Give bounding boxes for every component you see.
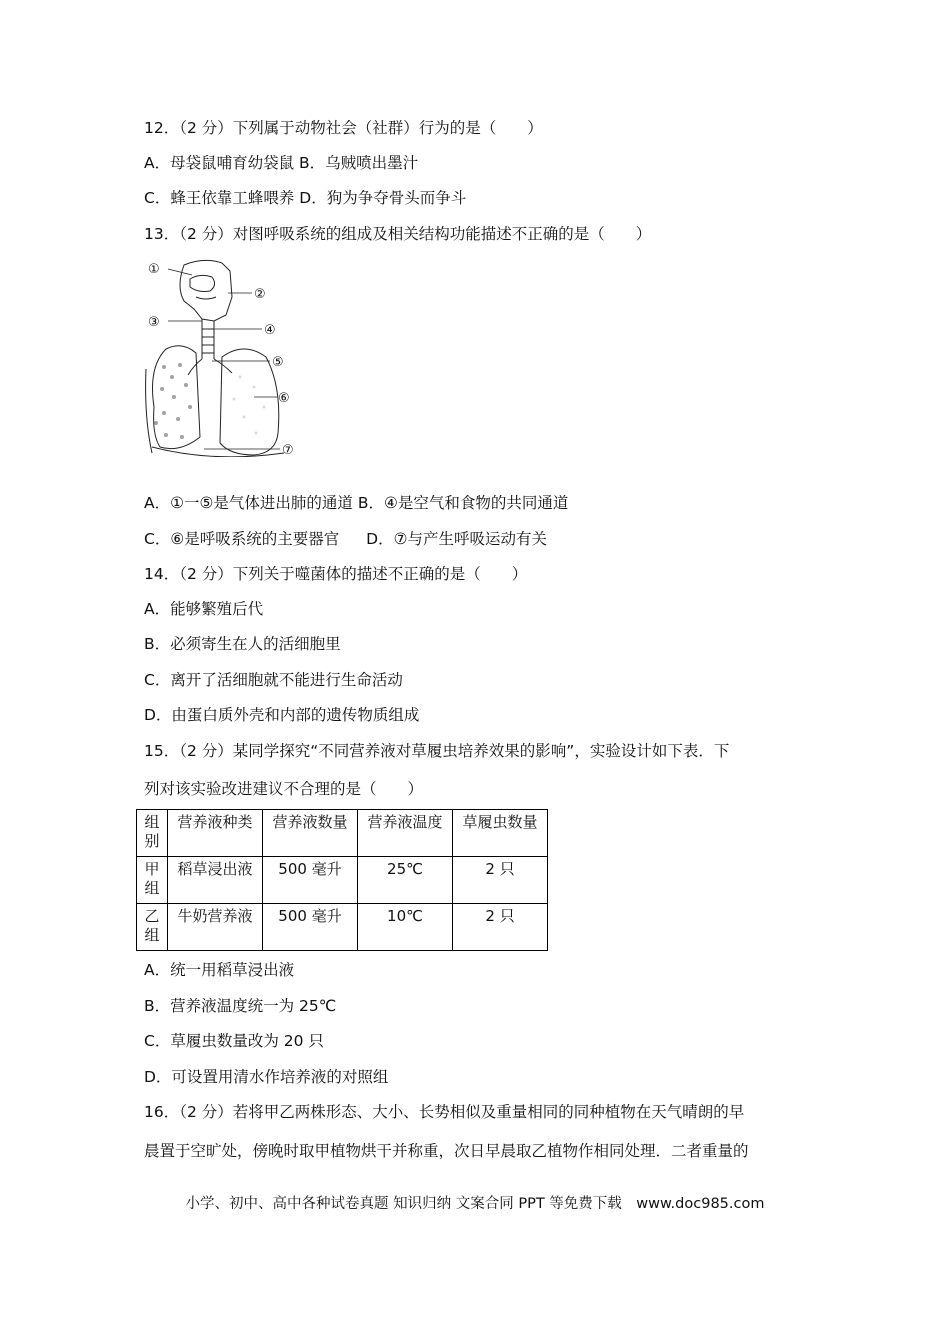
label-4: ④ bbox=[264, 323, 276, 338]
table-cell: 25℃ bbox=[358, 857, 453, 904]
q12-option-d: D．狗为争夺骨头而争斗 bbox=[299, 189, 467, 207]
table-cell: 2 只 bbox=[453, 904, 548, 951]
q14-option-d: D．由蛋白质外壳和内部的遗传物质组成 bbox=[144, 706, 420, 724]
q13-option-d: D．⑦与产生呼吸运动有关 bbox=[366, 530, 548, 548]
table-header-row bbox=[137, 810, 548, 857]
q15-option-b: B．营养液温度统一为 25℃ bbox=[144, 997, 337, 1015]
q16-stem-line2: 晨置于空旷处，傍晚时取甲植物烘干并称重，次日早晨取乙植物作相同处理．二者重量的 bbox=[144, 1142, 749, 1160]
table-header-cell: 营养液温度 bbox=[358, 810, 453, 857]
respiratory-system-figure bbox=[144, 257, 304, 457]
table-cell: 稻草浸出液 bbox=[168, 857, 263, 904]
table-cell: 500 毫升 bbox=[263, 857, 358, 904]
q12-options-ab bbox=[144, 153, 418, 173]
table-cell: 牛奶营养液 bbox=[168, 904, 263, 951]
q14-option-c: C．离开了活细胞就不能进行生命活动 bbox=[144, 671, 403, 689]
q12-option-a: A．母袋鼠哺育幼袋鼠 bbox=[144, 154, 295, 172]
table-header-cell: 营养液种类 bbox=[168, 810, 263, 857]
table-cell: 10℃ bbox=[358, 904, 453, 951]
q12-option-b: B．乌贼喷出墨汁 bbox=[299, 154, 419, 172]
q15-option-d: D．可设置用清水作培养液的对照组 bbox=[144, 1068, 389, 1086]
respiratory-diagram bbox=[144, 257, 304, 457]
table-cell: 乙组 bbox=[137, 904, 168, 951]
q12-options-cd bbox=[144, 188, 466, 208]
label-5: ⑤ bbox=[272, 355, 284, 370]
table-row bbox=[137, 904, 548, 951]
label-7: ⑦ bbox=[282, 443, 294, 457]
q13-options-cd bbox=[144, 529, 547, 549]
table-cell: 500 毫升 bbox=[263, 904, 358, 951]
q12-stem: 12．（2 分）下列属于动物社会（社群）行为的是（ ） bbox=[144, 119, 543, 137]
q13-option-b: B．④是空气和食物的共同通道 bbox=[357, 494, 569, 512]
q13-option-c: C．⑥是呼吸系统的主要器官 bbox=[144, 530, 340, 548]
table-cell: 2 只 bbox=[453, 857, 548, 904]
table-row bbox=[137, 857, 548, 904]
q13-options-ab bbox=[144, 493, 568, 513]
q13-option-a: A．①一⑤是气体进出肺的通道 bbox=[144, 494, 353, 512]
label-1: ① bbox=[148, 262, 160, 277]
q14-stem: 14．（2 分）下列关于噬菌体的描述不正确的是（ ） bbox=[144, 565, 528, 583]
label-3: ③ bbox=[148, 315, 160, 330]
label-6: ⑥ bbox=[278, 391, 290, 406]
q15-stem-line2: 列对该实验改进建议不合理的是（ ） bbox=[144, 780, 424, 798]
table-header-cell: 组别 bbox=[137, 810, 168, 857]
q15-option-a: A．统一用稻草浸出液 bbox=[144, 961, 295, 979]
q14-option-a: A．能够繁殖后代 bbox=[144, 600, 264, 618]
page-footer: 小学、初中、高中各种试卷真题 知识归纳 文案合同 PPT 等免费下载 www.doc985.com bbox=[185, 1196, 765, 1212]
q12-option-c: C．蜂王依靠工蜂喂养 bbox=[144, 189, 295, 207]
q15-option-c: C．草履虫数量改为 20 只 bbox=[144, 1032, 324, 1050]
q14-option-b: B．必须寄生在人的活细胞里 bbox=[144, 635, 341, 653]
table-cell: 甲组 bbox=[137, 857, 168, 904]
label-2: ② bbox=[254, 287, 266, 302]
q15-stem-line1: 15．（2 分）某同学探究“不同营养液对草履虫培养效果的影响”，实验设计如下表．下 bbox=[144, 742, 730, 760]
table-header-cell: 营养液数量 bbox=[263, 810, 358, 857]
experiment-table bbox=[136, 809, 548, 951]
q16-stem-line1: 16．（2 分）若将甲乙两株形态、大小、长势相似及重量相同的同种植物在天气晴朗的早 bbox=[144, 1103, 745, 1121]
q13-stem: 13．（2 分）对图呼吸系统的组成及相关结构功能描述不正确的是（ ） bbox=[144, 225, 652, 243]
table-header-cell: 草履虫数量 bbox=[453, 810, 548, 857]
